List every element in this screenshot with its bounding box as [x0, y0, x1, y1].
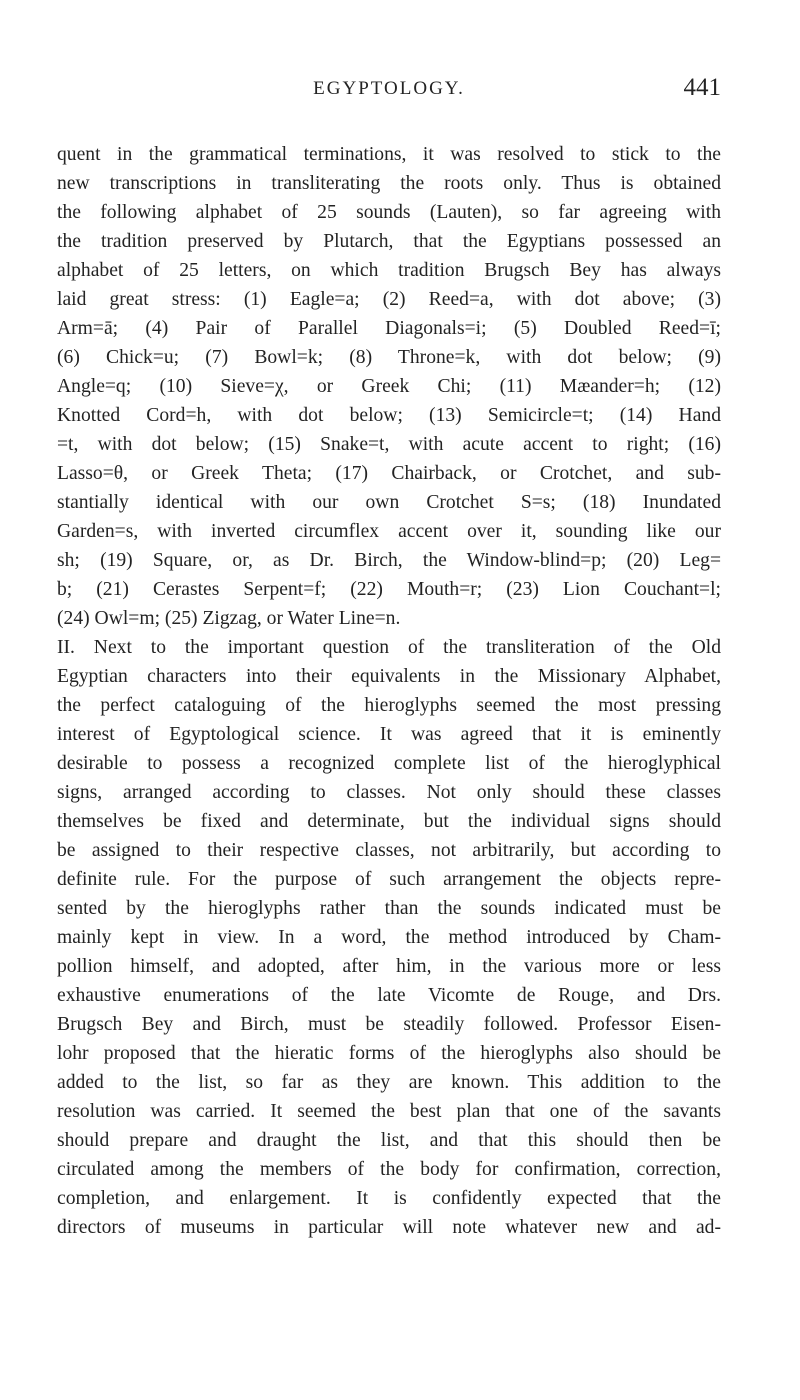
text-line: Arm=ā; (4) Pair of Parallel Diagonals=i; (5) Doubled Reed=ī; — [57, 318, 721, 339]
paragraph-hieroglyph-catalogue — [57, 633, 721, 1242]
text-line: the tradition preserved by Plutarch, that the Egyptians possessed an — [57, 231, 721, 252]
text-line: II. Next to the important question of the transliteration of the Old — [57, 637, 721, 658]
text-line: alphabet of 25 letters, on which tradition Brugsch Bey has always — [57, 260, 721, 281]
text-line: definite rule. For the purpose of such arrangement the objects repre- — [57, 869, 721, 890]
text-line: should prepare and draught the list, and that this should then be — [57, 1130, 721, 1151]
text-line: b; (21) Cerastes Serpent=f; (22) Mouth=r; (23) Lion Couchant=l; — [57, 579, 721, 600]
text-line: interest of Egyptological science. It was agreed that it is eminently — [57, 724, 721, 745]
text-line: added to the list, so far as they are known. This addition to the — [57, 1072, 721, 1093]
text-line: Egyptian characters into their equivalents in the Missionary Alphabet, — [57, 666, 721, 687]
text-line: be assigned to their respective classes, not arbitrarily, but according to — [57, 840, 721, 861]
running-title: EGYPTOLOGY. — [313, 78, 465, 99]
text-line: stantially identical with our own Crotchet S=s; (18) Inundated — [57, 492, 721, 513]
paragraph-alphabet — [57, 140, 721, 633]
page-number: 441 — [683, 74, 721, 101]
text-line: mainly kept in view. In a word, the method introduced by Cham- — [57, 927, 721, 948]
text-line: (24) Owl=m; (25) Zigzag, or Water Line=n. — [57, 608, 401, 629]
text-line: desirable to possess a recognized complete list of the hieroglyphical — [57, 753, 721, 774]
text-line: Brugsch Bey and Birch, must be steadily followed. Professor Eisen- — [57, 1014, 721, 1035]
text-line: lohr proposed that the hieratic forms of the hieroglyphs also should be — [57, 1043, 721, 1064]
text-line: (6) Chick=u; (7) Bowl=k; (8) Throne=k, with dot below; (9) — [57, 347, 721, 368]
text-line: exhaustive enumerations of the late Vicomte de Rouge, and Drs. — [57, 985, 721, 1006]
text-line: the following alphabet of 25 sounds (Lauten), so far agreeing with — [57, 202, 721, 223]
text-line: circulated among the members of the body for confirmation, correction, — [57, 1159, 721, 1180]
body-text — [57, 140, 721, 1242]
text-line: new transcriptions in transliterating the roots only. Thus is obtained — [57, 173, 721, 194]
text-line: resolution was carried. It seemed the best plan that one of the savants — [57, 1101, 721, 1122]
text-line: Angle=q; (10) Sieve=χ, or Greek Chi; (11) Mæander=h; (12) — [57, 376, 721, 397]
text-line: sented by the hieroglyphs rather than the sounds indicated must be — [57, 898, 721, 919]
text-line: completion, and enlargement. It is confidently expected that the — [57, 1188, 721, 1209]
running-head — [57, 74, 721, 104]
text-line: pollion himself, and adopted, after him, in the various more or less — [57, 956, 721, 977]
text-line: signs, arranged according to classes. Not only should these classes — [57, 782, 721, 803]
text-line: themselves be fixed and determinate, but the individual signs should — [57, 811, 721, 832]
text-line: sh; (19) Square, or, as Dr. Birch, the Window-blind=p; (20) Leg= — [57, 550, 721, 571]
text-line: Garden=s, with inverted circumflex accent over it, sounding like our — [57, 521, 721, 542]
text-line: the perfect cataloguing of the hieroglyphs seemed the most pressing — [57, 695, 721, 716]
text-line: directors of museums in particular will note whatever new and ad- — [57, 1217, 721, 1238]
text-line: Knotted Cord=h, with dot below; (13) Semicircle=t; (14) Hand — [57, 405, 721, 426]
text-line: laid great stress: (1) Eagle=a; (2) Reed=a, with dot above; (3) — [57, 289, 721, 310]
text-line: Lasso=θ, or Greek Theta; (17) Chairback, or Crotchet, and sub- — [57, 463, 721, 484]
text-line: =t, with dot below; (15) Snake=t, with acute accent to right; (16) — [57, 434, 721, 455]
text-line: quent in the grammatical terminations, it was resolved to stick to the — [57, 144, 721, 165]
